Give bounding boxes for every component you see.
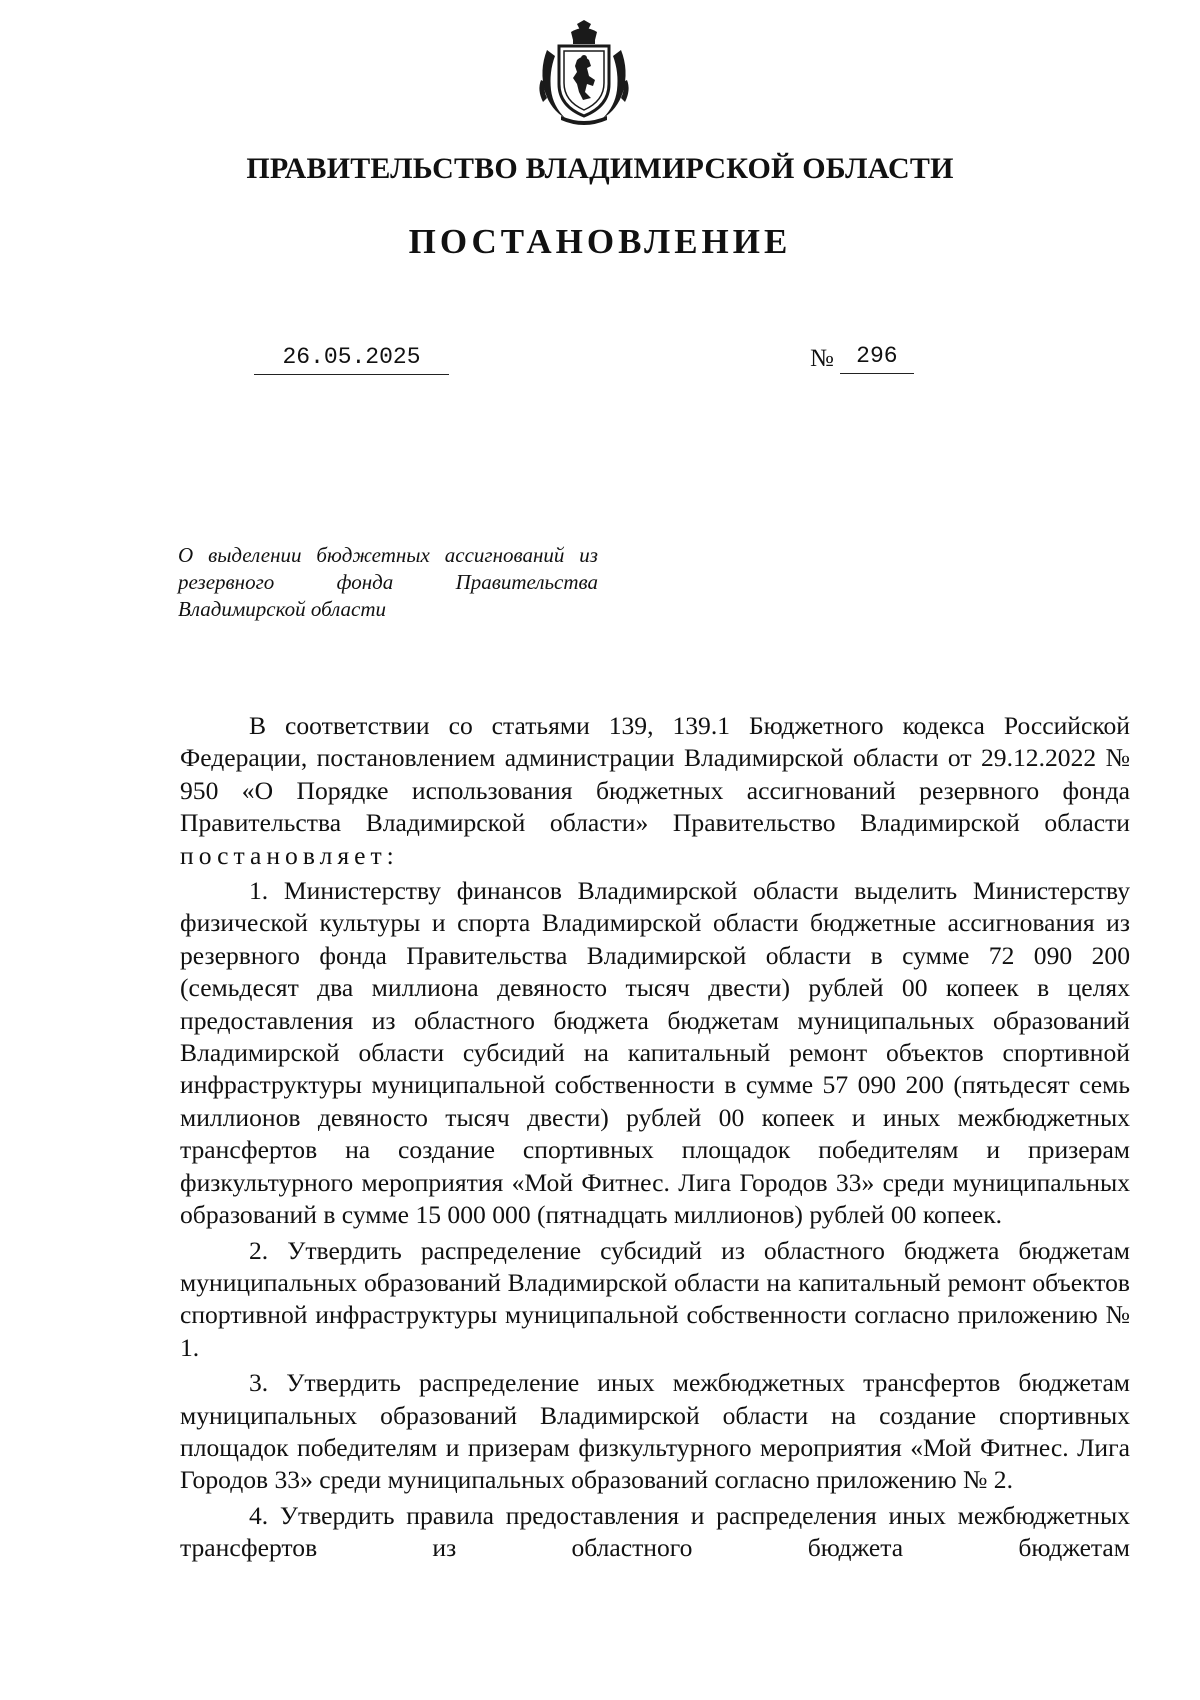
document-subject: О выделении бюджетных ассигнований из резервного фонда Правительства Владимирской области	[178, 543, 598, 621]
document-type: ПОСТАНОВЛЕНИЕ	[408, 222, 792, 261]
item-3: 3. Утвердить распределение иных межбюджетных трансфертов бюджетам муниципальных образований Владимирской области на создание спортивных площадок победителям и призерам физкультурного мероприятия «Мой Фитнес. Лига Городов 33» среди муниципальных образований согласно приложению № 2.	[180, 1368, 1130, 1495]
item-1: 1. Министерству финансов Владимирской области выделить Министерству физической культуры и спорта Владимирской области бюджетные ассигнования из резервного фонда Правительства Владимирской области в сумме 72 090 200 (семьдесят два миллиона девяносто тысяч двести) рублей 00 копеек в целях предоставления из областного бюджета бюджетам муниципальных образований Владимирской области субсидий на капитальный ремонт объектов спортивной инфраструктуры муниципальной собственности в сумме 57 090 200 (пятьдесят семь миллионов девяносто тысяч двести) рублей 00 копеек и иных межбюджетных трансфертов на создание спортивных площадок победителям и призерам физкультурного мероприятия «Мой Фитнес. Лига Городов 33» среди муниципальных образований в сумме 15 000 000 (пятнадцать миллионов) рублей 00 копеек.	[180, 876, 1130, 1230]
number-sign: №	[810, 345, 834, 372]
government-title: ПРАВИТЕЛЬСТВО ВЛАДИМИРСКОЙ ОБЛАСТИ	[246, 152, 954, 185]
item-4: 4. Утвердить правила предоставления и распределения иных межбюджетных трансфертов из областного бюджета бюджетам	[180, 1500, 1130, 1563]
preamble-text: В соответствии со статьями 139, 139.1 Бюджетного кодекса Российской Федерации, постановлением администрации Владимирской области от 29.12.2022 № 950 «О Порядке использования бюджетных ассигнований резервного фонда Правительства Владимирской области» Правительство Владимирской области	[180, 711, 1130, 838]
document-body	[180, 710, 1130, 1568]
item-2: 2. Утвердить распределение субсидий из областного бюджета бюджетам муниципальных образований Владимирской области на капитальный ремонт объектов спортивной инфраструктуры муниципальной собственности согласно приложению № 1.	[180, 1235, 1130, 1362]
preamble-paragraph	[180, 710, 1130, 872]
document-date: 26.05.2025	[254, 340, 449, 375]
preamble-verb: постановляет:	[180, 840, 399, 870]
document-number	[810, 340, 914, 374]
document-number-value: 296	[840, 339, 914, 374]
coat-of-arms-icon	[537, 20, 631, 128]
